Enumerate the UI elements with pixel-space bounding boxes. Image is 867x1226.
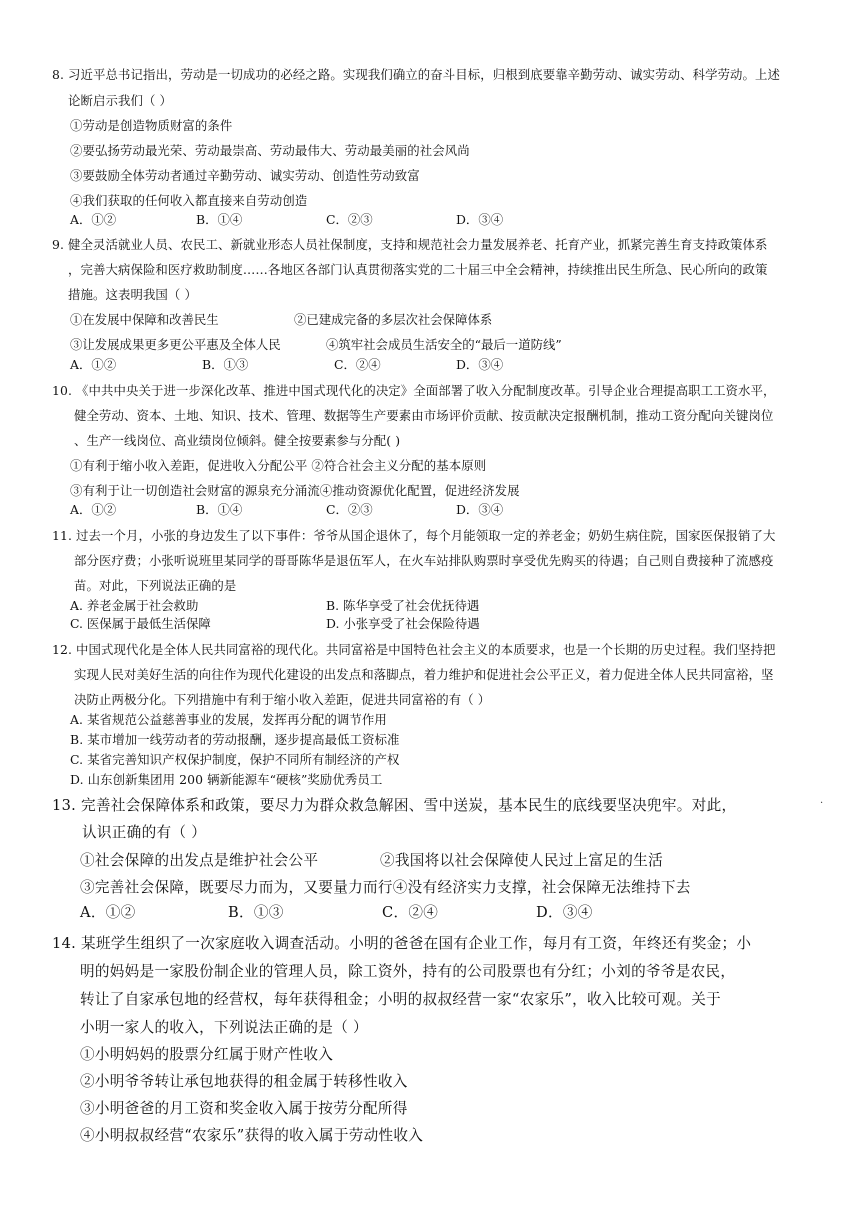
option-d[interactable]: D. 山东创新集团用 200 辆新能源车“硬核”奖励优秀员工 (70, 772, 383, 787)
option-a[interactable]: A. 养老金属于社会救助 (70, 598, 199, 613)
option-b[interactable]: B．①④ (196, 212, 243, 227)
option-c[interactable]: C．②④ (334, 357, 381, 372)
answer-row (70, 615, 530, 632)
option-a[interactable]: A．①② (70, 502, 117, 517)
option-d[interactable]: D．③④ (536, 904, 593, 921)
answer-row (70, 597, 530, 614)
statement-row: ③有利于让一切创造社会财富的源泉充分涌流④推动资源优化配置，促进经济发展 (70, 483, 520, 498)
question-stem: 小明一家人的收入，下列说法正确的是（ ） (80, 1019, 368, 1036)
statement-3: ③让发展成果更多更公平惠及全体人民 (70, 337, 281, 352)
question-stem: ，完善大病保险和医疗救助制度……各地区各部门认真贯彻落实党的二十届三中全会精神，持续推出民生所急、民心所向的政策 (68, 262, 768, 277)
statement-4: ④筑牢社会成员生活安全的“最后一道防线” (326, 337, 562, 352)
statement-4: ④小明叔叔经营“农家乐”获得的收入属于劳动性收入 (80, 1127, 424, 1144)
question-stem: 12. 中国式现代化是全体人民共同富裕的现代化。共同富裕是中国特色社会主义的本质要求，也是一个长期的历史过程。我们坚持把 (52, 642, 776, 657)
answer-options (80, 903, 600, 923)
statement-1: ①社会保障的出发点是维护社会公平 (80, 852, 319, 869)
question-stem: 措施。这表明我国（ ） (68, 287, 197, 302)
statement-1: ①小明妈妈的股票分红属于财产性收入 (80, 1046, 334, 1063)
answer-options (70, 356, 530, 373)
option-a[interactable]: A. 某省规范公益慈善事业的发展，发挥再分配的调节作用 (70, 712, 387, 727)
question-stem: 决防止两极分化。下列措施中有利于缩小收入差距，促进共同富裕的有（ ） (74, 692, 491, 707)
statement-2: ②已建成完备的多层次社会保障体系 (294, 312, 493, 327)
option-d[interactable]: D．③④ (456, 357, 504, 372)
answer-options (70, 501, 530, 518)
option-b[interactable]: B．①④ (196, 502, 243, 517)
statement-3: ③小明爸爸的月工资和奖金收入属于按劳分配所得 (80, 1100, 408, 1117)
question-stem: 论断启示我们（ ） (68, 93, 172, 108)
question-stem: 9. 健全灵活就业人员、农民工、新就业形态人员社保制度，支持和规范社会力量发展养老、托育产业，抓紧完善生育支持政策体系 (52, 237, 768, 252)
question-stem: 健全劳动、资本、土地、知识、技术、管理、数据等生产要素由市场评价贡献、按贡献决定报酬机制，推动工资分配向关键岗位 (74, 408, 774, 423)
question-stem: 13. 完善社会保障体系和政策，要尽力为群众救急解困、雪中送炭，基本民生的底线要坚决兜牢。对此， (52, 797, 737, 814)
question-stem: 10. 《中共中央关于进一步深化改革、推进中国式现代化的决定》全面部署了收入分配制度改革。引导企业合理提高职工工资水平， (52, 383, 776, 398)
option-d[interactable]: D. 小张享受了社会保险待遇 (326, 616, 480, 631)
option-b[interactable]: B．①③ (202, 357, 249, 372)
question-stem: 转让了自家承包地的经营权，每年获得租金；小明的叔叔经营一家“农家乐”，收入比较可观。关于 (80, 991, 722, 1008)
option-a[interactable]: A．①② (70, 212, 117, 227)
option-c[interactable]: C．②④ (382, 904, 439, 921)
question-stem: 11. 过去一个月，小张的身边发生了以下事件：爷爷从国企退休了，每个月能领取一定的养老金；奶奶生病住院，国家医保报销了大 (52, 528, 776, 543)
option-b[interactable]: B. 某市增加一线劳动者的劳动报酬，逐步提高最低工资标准 (70, 732, 400, 747)
statement-row (80, 851, 700, 871)
question-stem: 明的妈妈是一家股份制企业的管理人员，除工资外，持有的公司股票也有分红；小刘的爷爷是农民， (80, 963, 736, 980)
statement-row: ①有利于缩小收入差距，促进收入分配公平 ②符合社会主义分配的基本原则 (70, 458, 487, 473)
question-stem: 14. 某班学生组织了一次家庭收入调查活动。小明的爸爸在国有企业工作，每月有工资，年终还有奖金；小 (52, 935, 752, 952)
statement-row (70, 336, 610, 353)
option-a[interactable]: A．①② (80, 904, 136, 921)
statement-2: ②我国将以社会保障使人民过上富足的生活 (380, 852, 663, 869)
option-b[interactable]: B．①③ (228, 904, 284, 921)
option-d[interactable]: D．③④ (456, 212, 504, 227)
statement-row (70, 311, 570, 328)
question-stem: 实现人民对美好生活的向往作为现代化建设的出发点和落脚点，着力维护和促进社会公平正义，着力促进全体人民共同富裕，坚 (74, 667, 774, 682)
question-stem: 认识正确的有（ ） (82, 824, 207, 841)
statement-1: ①劳动是创造物质财富的条件 (70, 118, 233, 133)
question-stem: 苗。对此，下列说法正确的是 (74, 578, 237, 593)
option-c[interactable]: C．②③ (326, 502, 373, 517)
option-c[interactable]: C. 某省完善知识产权保护制度，保护不同所有制经济的产权 (70, 752, 400, 767)
scan-mark: · (820, 798, 824, 809)
question-stem: 部分医疗费；小张听说班里某同学的哥哥陈华是退伍军人，在火车站排队购票时享受优先购买的待遇；自己则自费接种了流感疫 (74, 553, 774, 568)
option-b[interactable]: B. 陈华享受了社会优抚待遇 (326, 598, 480, 613)
option-a[interactable]: A．①② (70, 357, 117, 372)
statement-2: ②小明爷爷转让承包地获得的租金属于转移性收入 (80, 1073, 408, 1090)
question-stem: 8. 习近平总书记指出，劳动是一切成功的必经之路。实现我们确立的奋斗目标，归根到底要靠辛勤劳动、诚实劳动、科学劳动。上述 (52, 67, 781, 82)
statement-4: ④我们获取的任何收入都直接来自劳动创造 (70, 193, 308, 208)
statement-3: ③要鼓励全体劳动者通过辛勤劳动、诚实劳动、创造性劳动致富 (70, 168, 420, 183)
answer-options (70, 211, 530, 228)
statement-row: ③完善社会保障，既要尽力而为，又要量力而行④没有经济实力支撑，社会保障无法维持下去 (80, 879, 691, 896)
option-c[interactable]: C．②③ (326, 212, 373, 227)
question-stem: 、生产一线岗位、高业绩岗位倾斜。健全按要素参与分配( ) (74, 433, 401, 448)
statement-2: ②要弘扬劳动最光荣、劳动最崇高、劳动最伟大、劳动最美丽的社会风尚 (70, 143, 470, 158)
option-c[interactable]: C. 医保属于最低生活保障 (70, 616, 211, 631)
statement-1: ①在发展中保障和改善民生 (70, 312, 219, 327)
option-d[interactable]: D．③④ (456, 502, 504, 517)
